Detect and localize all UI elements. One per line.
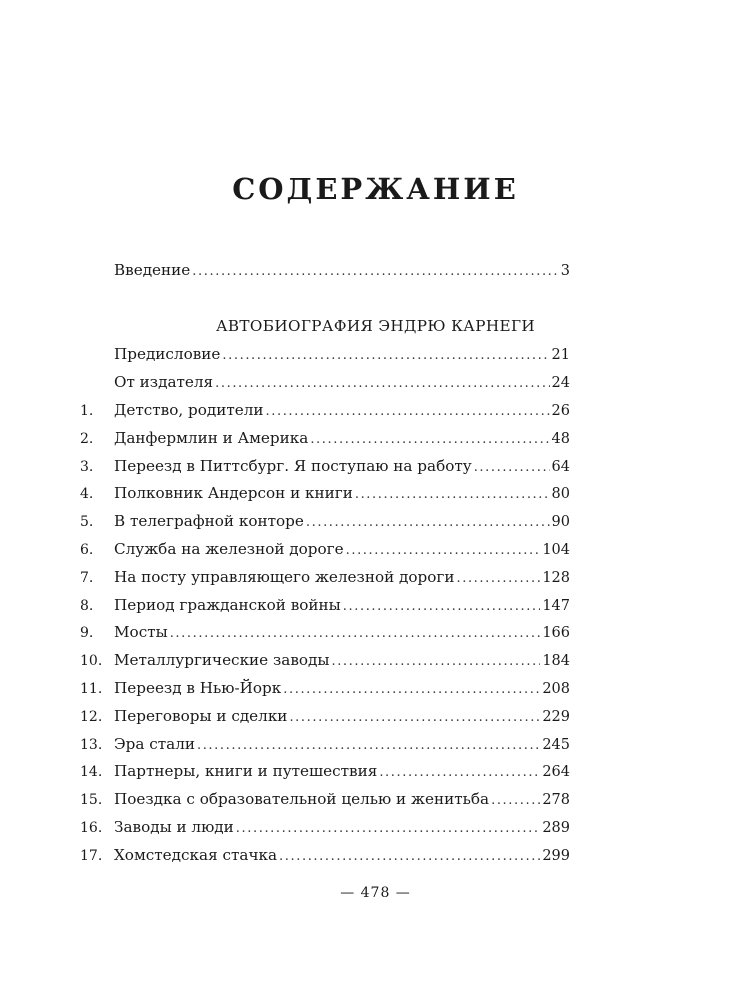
toc-leader-dots [215,372,549,396]
toc-leader-dots [222,344,549,368]
toc-entry-page: 104 [542,542,570,558]
toc-entry-page: 184 [542,653,570,670]
toc-entry-page: 80 [551,486,570,503]
toc-entry-chapter [80,565,570,589]
toc-entry-label: Период гражданской войны [114,595,341,614]
toc-leader-dots [192,260,558,284]
toc-entry-chapter [80,732,570,756]
toc-entry-chapter [80,787,570,811]
toc-entry-page: 264 [542,764,570,781]
toc-leader-dots [283,678,540,702]
toc-entry-chapter [80,704,570,728]
toc-leader-dots [279,845,540,869]
toc-entry-label: Эра стали [114,734,195,753]
toc-entry-number: 7. [80,569,94,586]
toc-entry-label: От издателя [114,373,214,391]
toc-leader-dots [346,539,541,563]
page-number: — 478 — [340,885,411,901]
toc-entry-number: 2. [80,430,94,447]
toc-entry-label: Переезд в Питтсбург. Я поступаю на работу [114,456,472,475]
toc-entry-page: 166 [542,625,570,642]
toc-entry-chapter [80,676,570,700]
toc-leader-dots [331,650,540,674]
toc-entry-page: 26 [551,403,570,419]
toc-entry-page: 299 [542,847,570,864]
toc-leader-dots [289,706,540,730]
toc-entry-page: 289 [542,820,570,836]
toc-entry-chapter [80,537,570,561]
toc-entry-page: 90 [551,514,570,531]
toc-entry-label: На посту управляющего железной дороги [114,567,455,586]
toc-entry-page: 24 [551,375,570,391]
toc-entry-page: 229 [542,708,570,725]
toc-entry-number: 4. [80,486,94,503]
toc-entry-number: 6. [80,542,94,558]
toc-entry-number: 9. [80,625,94,642]
toc-entry-number: 5. [80,514,94,531]
toc-entry-label: Партнеры, книги и путешествия [114,762,378,781]
toc-entry-label: Переговоры и сделки [114,706,288,725]
toc-entry-page: 64 [551,458,570,475]
toc-entry-label: Полковник Андерсон и книги [114,484,353,503]
toc-entry-number: 11. [80,681,103,697]
toc-entry-page: 208 [542,681,570,697]
toc-entry-label: Хомстедская стачка [114,845,278,864]
toc-entry-label: Заводы и люди [114,818,234,836]
toc-entry-page: 245 [542,736,570,753]
toc-leader-dots [306,511,550,535]
toc-entry-label: Введение [114,261,191,279]
toc-entry-label: Мосты [114,623,168,642]
toc-entry-page: 128 [542,569,570,586]
toc-entry-chapter [80,759,570,783]
toc-entry-page: 3 [560,263,570,279]
toc-entry-number: 15. [80,792,103,809]
toc-entry-label: Предисловие [114,345,221,363]
toc-entry-chapter [80,843,570,867]
toc-entry-number: 16. [80,820,103,836]
toc-entry-label: Металлургические заводы [114,651,330,670]
toc-entry-number: 13. [80,736,103,753]
toc-leader-dots [236,817,541,841]
toc-entry-label: Данфермлин и Америка [114,428,309,447]
toc-entry-chapter [80,593,570,617]
toc-entry-publisher-note [80,370,570,394]
toc-entry-label: Поездка с образовательной целью и женитьба [114,790,490,809]
toc-entry-page: 147 [542,597,570,614]
toc-entry-number: 10. [80,653,103,670]
toc-entry-chapter [80,509,570,533]
toc-entry-number: 12. [80,708,103,725]
toc-entry-number: 8. [80,597,94,614]
toc-entry-chapter [80,481,570,505]
toc-entry-intro [80,258,570,282]
toc-entry-preface [80,342,570,366]
toc-entry-label: В телеграфной конторе [114,512,304,531]
toc-leader-dots [170,622,541,646]
toc-leader-dots [197,734,540,758]
toc-entry-number: 3. [80,458,94,475]
toc-entry-chapter [80,648,570,672]
toc-entry-page: 278 [542,792,570,809]
toc-leader-dots [310,428,549,452]
toc-entry-chapter [80,398,570,422]
toc-leader-dots [474,456,550,480]
toc-entry-chapter [80,815,570,839]
page-title: СОДЕРЖАНИЕ [232,172,519,206]
toc-entry-label: Детство, родители [114,401,264,419]
toc-entry-chapter [80,620,570,644]
toc-entry-number: 17. [80,847,103,864]
toc-entry-page: 21 [551,347,570,363]
toc-entry-chapter [80,426,570,450]
toc-leader-dots [456,567,540,591]
toc-leader-dots [355,483,550,507]
toc-entry-number: 14. [80,764,103,781]
toc-leader-dots [491,789,540,813]
toc-leader-dots [266,400,550,424]
toc-entry-label: Служба на железной дороге [114,540,344,558]
toc-entry-page: 48 [551,430,570,447]
toc-entry-number: 1. [80,403,94,419]
toc-leader-dots [379,761,540,785]
section-title: АВТОБИОГРАФИЯ ЭНДРЮ КАРНЕГИ [215,317,536,335]
toc-entry-label: Переезд в Нью-Йорк [114,679,282,697]
toc-leader-dots [343,595,541,619]
toc-entry-chapter [80,454,570,478]
